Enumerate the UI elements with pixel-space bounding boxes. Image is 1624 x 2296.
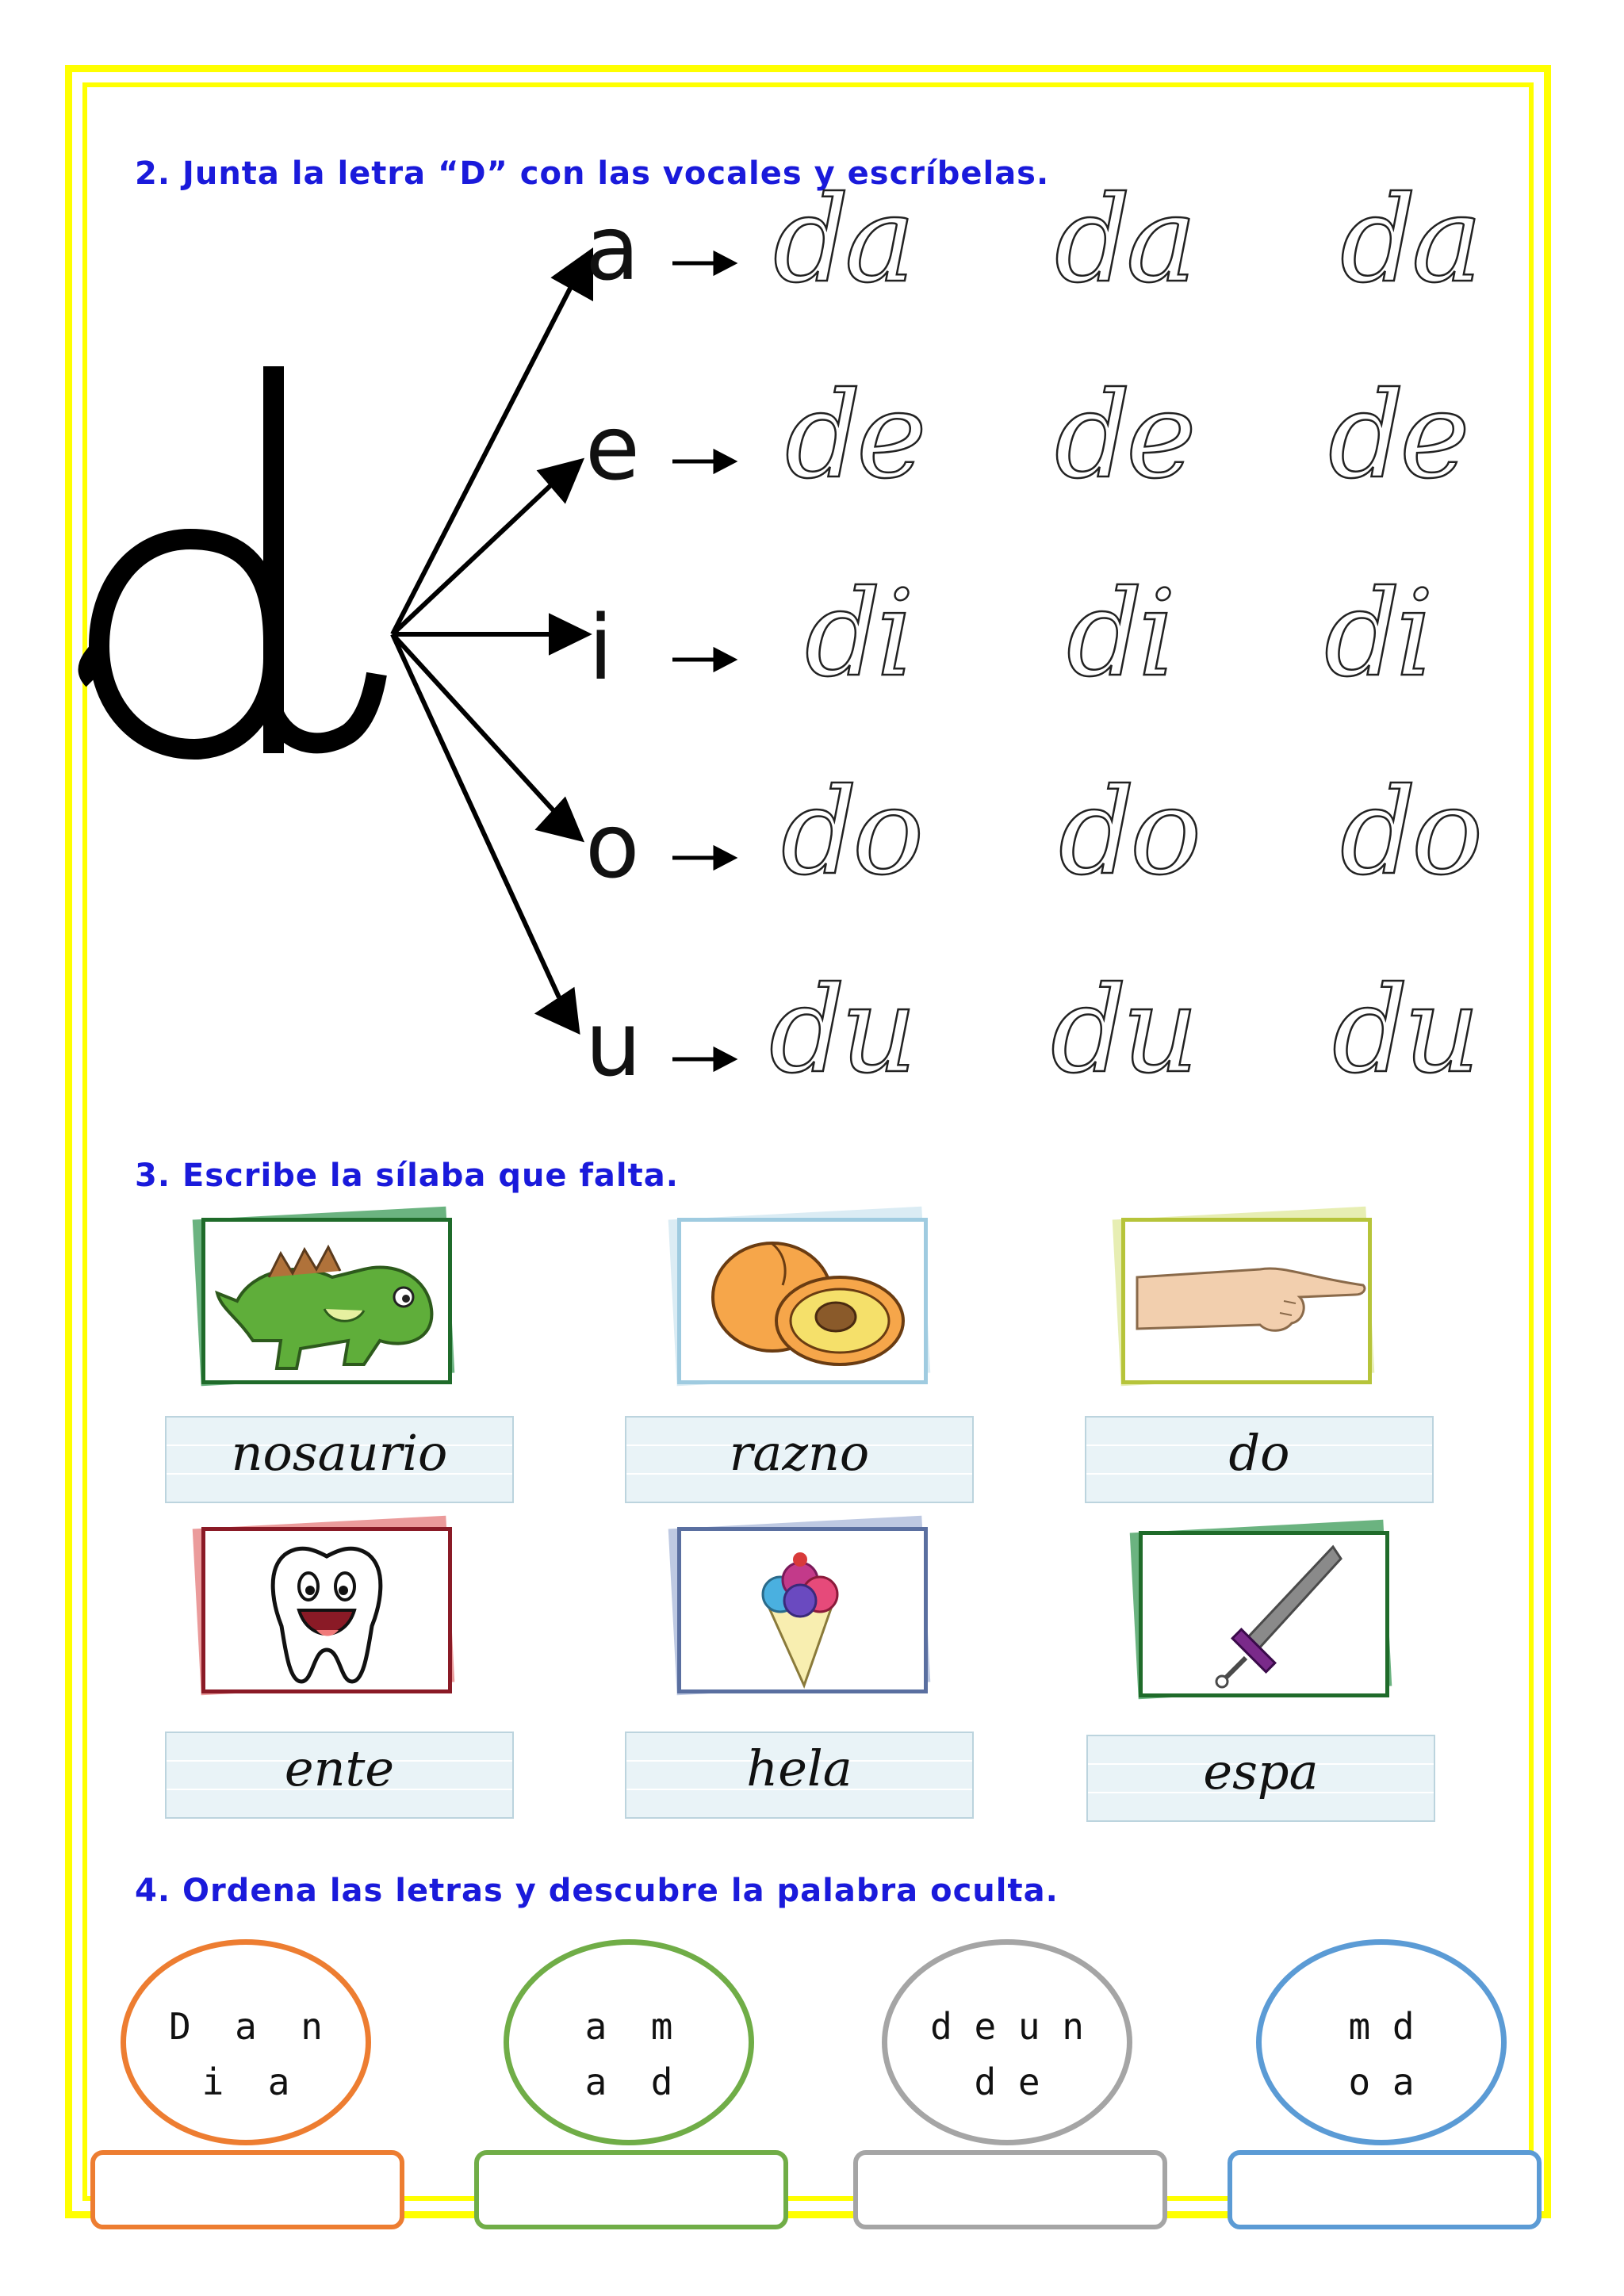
- picture-card-finger: [1116, 1213, 1378, 1387]
- trace-da-3: da: [1340, 171, 1478, 309]
- letters-bubble-2: [504, 1939, 754, 2145]
- big-letter-d: [86, 366, 377, 753]
- vowel-u: u: [585, 993, 642, 1096]
- picture-card-tooth: [197, 1522, 458, 1697]
- picture-card-ice-cream: [672, 1522, 934, 1697]
- trace-do-2: do: [1059, 763, 1197, 901]
- trace-du-2: du: [1051, 962, 1194, 1100]
- sword-image: [1143, 1535, 1385, 1693]
- picture-card-sword: [1134, 1526, 1396, 1701]
- answer-box-3[interactable]: [853, 2150, 1167, 2229]
- trace-di-2: di: [1067, 565, 1171, 703]
- word-fragment: hela: [746, 1739, 852, 1797]
- trace-di-3: di: [1324, 565, 1429, 703]
- letters-bubble-1: [121, 1939, 371, 2145]
- section2-heading: 2. Junta la letra “D” con las vocales y escríbelas.: [135, 155, 1050, 192]
- trace-di-1: di: [805, 565, 910, 703]
- scrambled-letters-line1: a m: [584, 2005, 673, 2048]
- letters-bubble-4: [1256, 1939, 1507, 2145]
- trace-du-1: du: [769, 962, 913, 1100]
- answer-box-2[interactable]: [474, 2150, 788, 2229]
- answer-line-4[interactable]: [165, 1732, 514, 1819]
- trace-do-3: do: [1340, 763, 1479, 901]
- word-fragment: ente: [284, 1739, 395, 1797]
- trace-de-2: de: [1055, 367, 1192, 505]
- trace-do-1: do: [781, 763, 920, 901]
- tooth-image: [205, 1531, 448, 1689]
- trace-de-1: de: [785, 367, 922, 505]
- picture-card-peach: [672, 1213, 934, 1387]
- peach-image: [681, 1222, 924, 1380]
- small-arrows: [672, 254, 733, 1069]
- scrambled-letters-line1: d e u n: [930, 2005, 1084, 2048]
- section4-heading: 4. Ordena las letras y descubre la palabra oculta.: [135, 1873, 1059, 1909]
- vowel-a: a: [585, 197, 640, 300]
- section3-heading: 3. Escribe la sílaba que falta.: [135, 1158, 679, 1194]
- trace-du-3: du: [1332, 962, 1476, 1100]
- trace-da-1: da: [773, 171, 911, 309]
- answer-box-4[interactable]: [1228, 2150, 1542, 2229]
- scrambled-letters-line2: d e: [974, 2061, 1040, 2103]
- vowel-o: o: [585, 795, 640, 898]
- word-fragment: espa: [1203, 1743, 1319, 1800]
- answer-line-3[interactable]: [1085, 1416, 1434, 1503]
- scrambled-letters-line2: a d: [584, 2061, 673, 2103]
- vowel-e: e: [585, 397, 640, 500]
- picture-card-dinosaur: [197, 1213, 458, 1387]
- answer-line-2[interactable]: [625, 1416, 974, 1503]
- answer-line-1[interactable]: [165, 1416, 514, 1503]
- answer-line-5[interactable]: [625, 1732, 974, 1819]
- vowel-i: i: [588, 597, 614, 700]
- letters-bubble-3: [882, 1939, 1132, 2145]
- scrambled-letters-line1: D a n: [169, 2005, 323, 2048]
- trace-da-2: da: [1055, 171, 1193, 309]
- answer-line-6[interactable]: [1086, 1735, 1435, 1822]
- scrambled-letters-line2: i a: [201, 2061, 290, 2103]
- pointing-finger-image: [1125, 1222, 1368, 1380]
- dinosaur-image: [205, 1222, 448, 1380]
- word-fragment: razno: [729, 1424, 870, 1482]
- ice-cream-image: [681, 1531, 924, 1689]
- scrambled-letters-line2: o a: [1348, 2061, 1415, 2103]
- word-fragment: do: [1228, 1424, 1290, 1482]
- trace-de-3: de: [1328, 367, 1465, 505]
- word-fragment: nosaurio: [231, 1424, 448, 1482]
- answer-box-1[interactable]: [90, 2150, 404, 2229]
- scrambled-letters-line1: m d: [1348, 2005, 1415, 2048]
- connector-arrows: [393, 252, 591, 1031]
